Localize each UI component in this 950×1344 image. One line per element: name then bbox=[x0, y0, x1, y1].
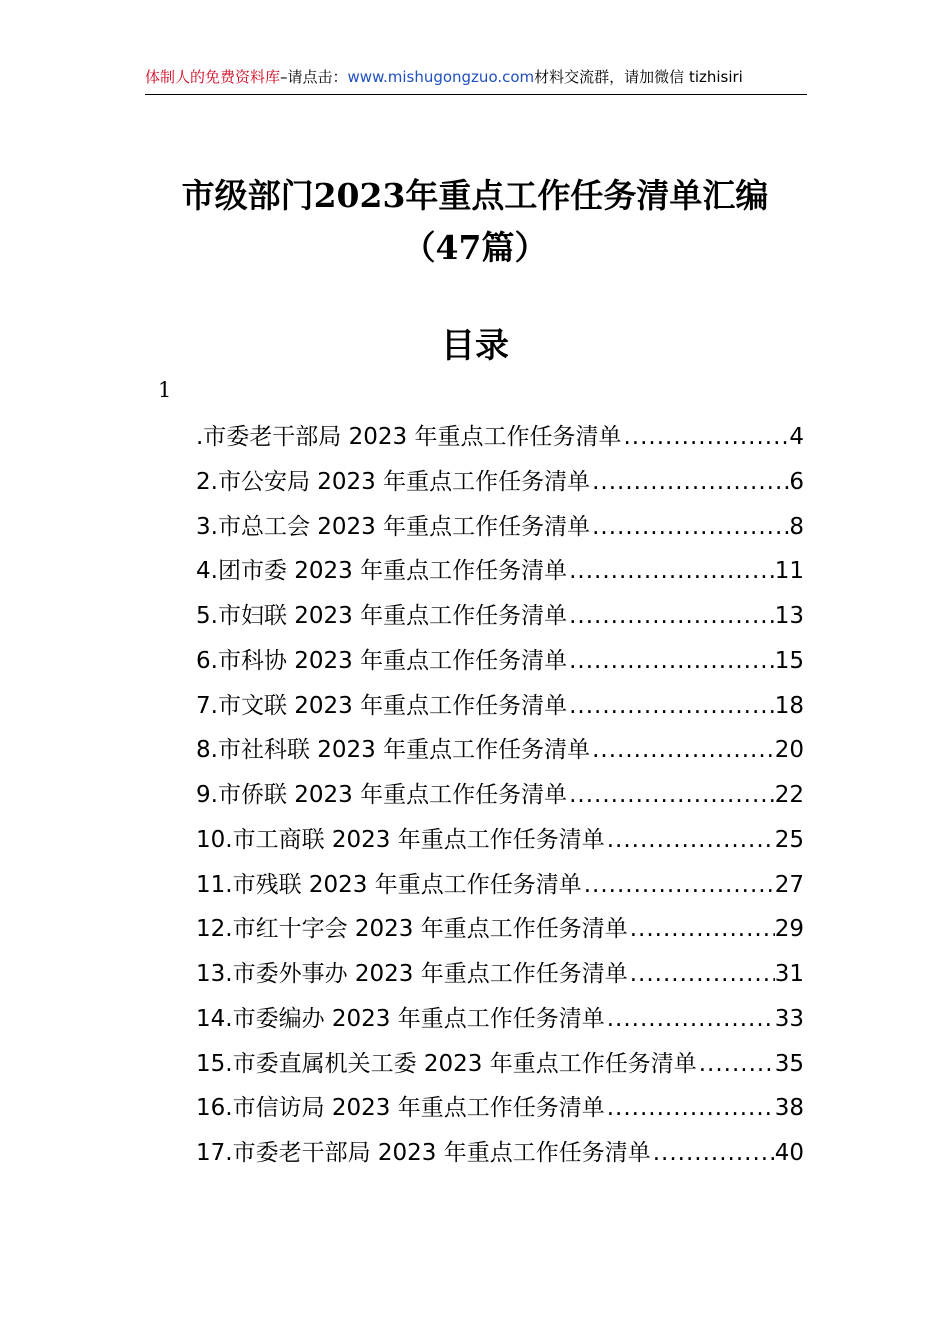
toc-entry-page: 8 bbox=[789, 513, 804, 540]
toc-leader-dots bbox=[567, 603, 775, 629]
toc-entry-page: 27 bbox=[774, 871, 804, 898]
toc-list bbox=[196, 418, 804, 1179]
toc-entry-page: 22 bbox=[774, 782, 804, 808]
header-tail: 材料交流群，请加微信 tizhisiri bbox=[534, 68, 743, 86]
toc-entry[interactable] bbox=[196, 418, 804, 463]
toc-entry-page: 38 bbox=[774, 1095, 804, 1122]
toc-entry[interactable] bbox=[196, 597, 804, 642]
toc-entry-title: 15.市委直属机关工委 2023 年重点工作任务清单 bbox=[196, 1050, 697, 1077]
toc-entry-title: 8.市社科联 2023 年重点工作任务清单 bbox=[196, 737, 591, 764]
toc-entry-title: 17.市委老干部局 2023 年重点工作任务清单 bbox=[196, 1140, 651, 1166]
toc-entry-title: 13.市委外事办 2023 年重点工作任务清单 bbox=[196, 961, 628, 987]
toc-entry-title: .市委老干部局 2023 年重点工作任务清单 bbox=[196, 424, 622, 450]
toc-leader-dots bbox=[697, 1051, 775, 1077]
toc-entry[interactable] bbox=[196, 642, 804, 687]
toc-leader-dots bbox=[621, 424, 789, 450]
toc-leader-dots bbox=[605, 827, 775, 853]
toc-heading: 目录 bbox=[441, 326, 509, 366]
toc-leader-dots bbox=[590, 514, 789, 540]
toc-stray-number: 1 bbox=[158, 378, 172, 402]
header-link[interactable]: www.mishugongzuo.com bbox=[347, 68, 535, 86]
toc-entry-page: 40 bbox=[774, 1140, 804, 1166]
document-title: 市级部门2023年重点工作任务清单汇编 bbox=[181, 176, 769, 215]
toc-leader-dots bbox=[605, 1006, 775, 1032]
toc-entry-page: 20 bbox=[774, 737, 804, 764]
toc-leader-dots bbox=[590, 737, 775, 763]
toc-entry-page: 25 bbox=[774, 826, 804, 853]
toc-entry[interactable] bbox=[196, 866, 804, 911]
toc-entry[interactable] bbox=[196, 776, 804, 821]
toc-entry[interactable] bbox=[196, 508, 804, 553]
toc-entry[interactable] bbox=[196, 1089, 804, 1134]
toc-entry-page: 33 bbox=[774, 1005, 804, 1032]
toc-leader-dots bbox=[567, 558, 775, 584]
toc-entry[interactable] bbox=[196, 731, 804, 776]
toc-leader-dots bbox=[628, 916, 775, 942]
toc-entry-page: 35 bbox=[774, 1050, 804, 1077]
toc-entry-title: 9.市侨联 2023 年重点工作任务清单 bbox=[196, 782, 568, 808]
toc-entry-page: 31 bbox=[774, 961, 804, 987]
toc-entry-page: 15 bbox=[774, 647, 804, 674]
toc-leader-dots bbox=[567, 648, 775, 674]
toc-entry-title: 2.市公安局 2023 年重点工作任务清单 bbox=[196, 468, 591, 495]
toc-entry[interactable] bbox=[196, 821, 804, 866]
toc-entry-title: 11.市残联 2023 年重点工作任务清单 bbox=[196, 871, 582, 898]
toc-entry-page: 11 bbox=[774, 558, 804, 585]
toc-entry-title: 6.市科协 2023 年重点工作任务清单 bbox=[196, 647, 568, 674]
toc-leader-dots bbox=[590, 469, 789, 495]
toc-leader-dots bbox=[582, 872, 775, 898]
toc-entry-title: 3.市总工会 2023 年重点工作任务清单 bbox=[196, 513, 591, 540]
document-subtitle: （47篇） bbox=[402, 228, 548, 267]
toc-entry-title: 16.市信访局 2023 年重点工作任务清单 bbox=[196, 1095, 605, 1122]
toc-entry[interactable] bbox=[196, 955, 804, 1000]
toc-entry-page: 13 bbox=[774, 603, 804, 629]
toc-entry-title: 14.市委编办 2023 年重点工作任务清单 bbox=[196, 1005, 605, 1032]
toc-entry[interactable] bbox=[196, 1000, 804, 1045]
toc-entry-title: 4.团市委 2023 年重点工作任务清单 bbox=[196, 558, 568, 585]
page-header bbox=[145, 66, 807, 94]
toc-entry[interactable] bbox=[196, 910, 804, 955]
header-prefix: –请点击： bbox=[280, 68, 348, 86]
toc-entry-title: 10.市工商联 2023 年重点工作任务清单 bbox=[196, 826, 605, 853]
toc-leader-dots bbox=[605, 1095, 775, 1121]
toc-leader-dots bbox=[567, 693, 775, 719]
toc-leader-dots bbox=[567, 782, 775, 808]
toc-entry[interactable] bbox=[196, 1134, 804, 1179]
toc-entry-title: 12.市红十字会 2023 年重点工作任务清单 bbox=[196, 916, 628, 943]
toc-entry[interactable] bbox=[196, 463, 804, 508]
toc-entry-page: 4 bbox=[789, 424, 804, 450]
toc-entry[interactable] bbox=[196, 1045, 804, 1090]
toc-entry-title: 7.市文联 2023 年重点工作任务清单 bbox=[196, 692, 568, 719]
toc-entry-page: 6 bbox=[789, 468, 804, 495]
toc-leader-dots bbox=[651, 1140, 775, 1166]
toc-entry[interactable] bbox=[196, 687, 804, 732]
toc-entry-page: 29 bbox=[774, 916, 804, 943]
toc-entry[interactable] bbox=[196, 552, 804, 597]
toc-entry-title: 5.市妇联 2023 年重点工作任务清单 bbox=[196, 603, 568, 629]
toc-leader-dots bbox=[628, 961, 775, 987]
header-divider bbox=[145, 94, 807, 95]
header-brand: 体制人的免费资料库 bbox=[145, 68, 281, 86]
toc-entry-page: 18 bbox=[774, 692, 804, 719]
